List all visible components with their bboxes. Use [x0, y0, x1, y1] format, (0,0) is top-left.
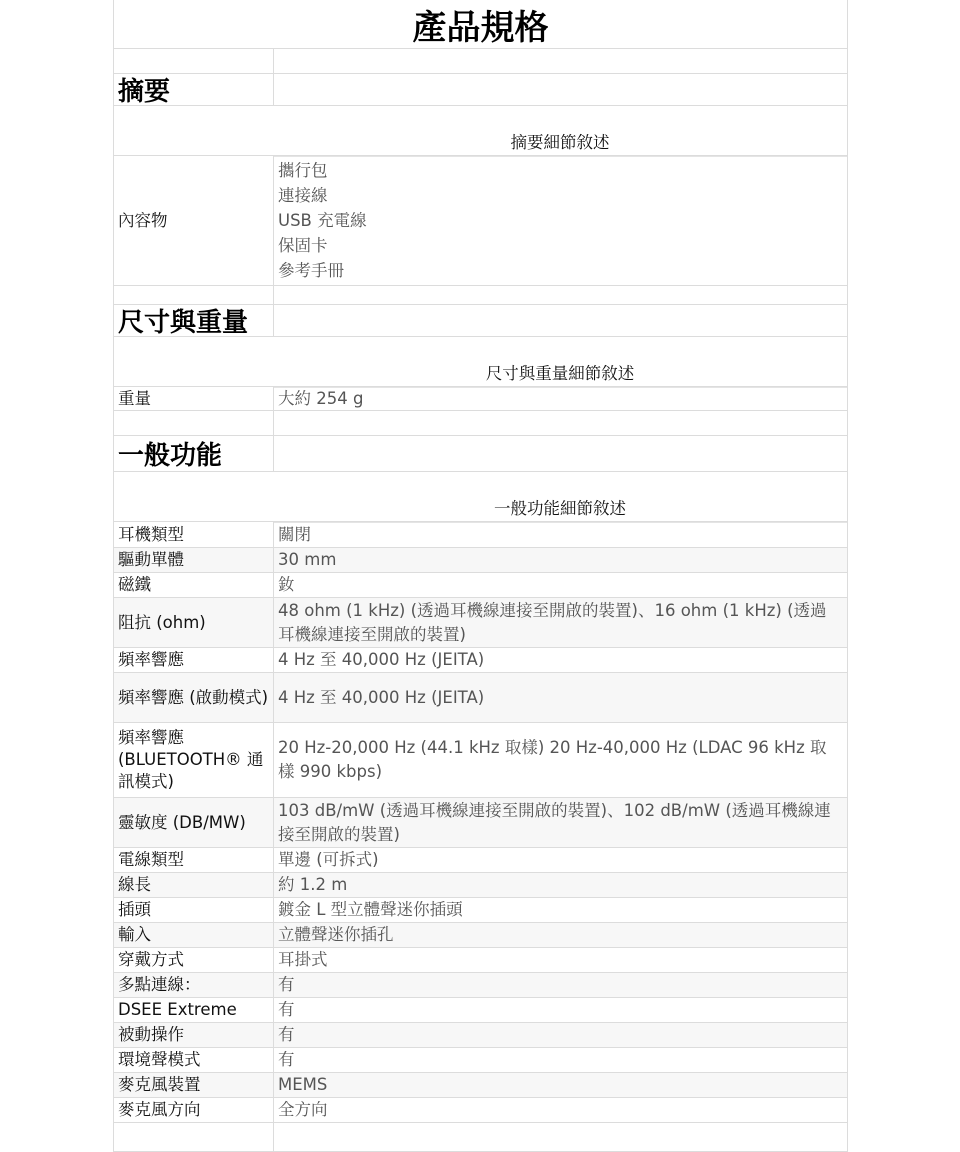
spec-row: [114, 847, 847, 872]
spec-row: [114, 922, 847, 947]
spec-row: [114, 1072, 847, 1097]
spec-row: [114, 997, 847, 1022]
section-caption: 摘要細節敘述: [510, 133, 610, 152]
spec-value: 4 Hz 至 40,000 Hz (JEITA): [273, 648, 847, 672]
spec-value: 單邊 (可拆式): [273, 848, 847, 872]
spacer-row: [114, 410, 847, 435]
spec-value: 全方向: [273, 1098, 847, 1122]
contents-item: 保固卡: [278, 236, 328, 255]
spec-value: 大約 254 g: [273, 387, 847, 410]
section-caption-row: [114, 105, 847, 155]
contents-list: [273, 156, 847, 285]
spec-label: 線長: [118, 875, 151, 894]
spec-label: 麥克風方向: [118, 1100, 201, 1119]
spec-value: 30 mm: [273, 548, 847, 572]
page-title: 產品規格: [412, 7, 549, 48]
spec-label: 靈敏度 (DB/MW): [118, 812, 246, 832]
section-caption-row: [114, 471, 847, 521]
spec-label: 多點連線：: [118, 975, 201, 994]
spec-label: 頻率響應 (BLUETOOTH® 通訊模式): [118, 728, 264, 791]
spec-label: 驅動單體: [118, 550, 184, 569]
spec-value: 有: [273, 1023, 847, 1047]
section-heading: 尺寸與重量: [118, 308, 249, 338]
section-heading: 一般功能: [118, 441, 223, 471]
spec-row: [114, 897, 847, 922]
spacer-row: [114, 48, 847, 73]
section-header-summary: [114, 73, 847, 105]
spec-row: [114, 572, 847, 597]
spec-row: [114, 972, 847, 997]
spec-label: 電線類型: [118, 850, 184, 869]
spec-table: [113, 0, 848, 1152]
section-header-size-weight: [114, 304, 847, 336]
spec-value: 有: [273, 973, 847, 997]
contents-item: 連接線: [278, 186, 328, 205]
section-caption: 一般功能細節敘述: [494, 499, 626, 518]
contents-item: 攜行包: [278, 161, 328, 180]
spec-row: [114, 797, 847, 847]
spec-value: 有: [273, 1048, 847, 1072]
spec-label: 磁鐵: [118, 575, 151, 594]
spec-value: 釹: [273, 573, 847, 597]
spec-label: 阻抗 (ohm): [118, 612, 206, 632]
section-caption: 尺寸與重量細節敘述: [485, 364, 635, 383]
spec-row: [114, 597, 847, 647]
spec-row: [114, 947, 847, 972]
spec-value: 鍍金 L 型立體聲迷你插頭: [273, 898, 847, 922]
spec-row: [114, 672, 847, 722]
spec-value: 約 1.2 m: [273, 873, 847, 897]
spec-label: 穿戴方式: [118, 950, 184, 969]
spec-row: [114, 647, 847, 672]
spec-row: [114, 1022, 847, 1047]
spec-label: 輸入: [118, 925, 151, 944]
spec-row: [114, 722, 847, 797]
spec-row: [114, 521, 847, 547]
spec-value: 立體聲迷你插孔: [273, 923, 847, 947]
spec-value: 關閉: [273, 522, 847, 547]
spec-value: 4 Hz 至 40,000 Hz (JEITA): [273, 673, 847, 722]
spec-row-contents: [114, 155, 847, 285]
spec-value: MEMS: [273, 1073, 847, 1097]
spec-value: 20 Hz-20,000 Hz (44.1 kHz 取樣) 20 Hz-40,000 Hz (LDAC 96 kHz 取樣 990 kbps): [273, 723, 847, 797]
section-heading: 摘要: [118, 77, 171, 107]
spec-value: 耳掛式: [273, 948, 847, 972]
spec-label: 環境聲模式: [118, 1050, 201, 1069]
section-header-general: [114, 435, 847, 471]
spec-label: 耳機類型: [118, 524, 184, 544]
contents-item: 參考手冊: [278, 261, 344, 280]
spec-label: 內容物: [118, 210, 168, 230]
spec-value: 103 dB/mW (透過耳機線連接至開啟的裝置)、102 dB/mW (透過耳機線連接至開啟的裝置): [273, 798, 847, 847]
spec-label: 被動操作: [118, 1025, 184, 1044]
spec-row-weight: [114, 386, 847, 410]
contents-item: USB 充電線: [278, 211, 367, 230]
spec-label: 插頭: [118, 900, 151, 919]
spec-row: [114, 1047, 847, 1072]
spec-row: [114, 1097, 847, 1122]
spec-row: [114, 872, 847, 897]
spec-label: 麥克風裝置: [118, 1075, 201, 1094]
section-caption-row: [114, 336, 847, 386]
spec-value: 48 ohm (1 kHz) (透過耳機線連接至開啟的裝置)、16 ohm (1 kHz) (透過耳機線連接至開啟的裝置): [273, 598, 847, 647]
spec-row: [114, 547, 847, 572]
spacer-row: [114, 1122, 847, 1151]
spec-label: 頻率響應: [118, 650, 184, 669]
spec-label: 頻率響應 (啟動模式): [118, 687, 269, 707]
spec-value: 有: [273, 998, 847, 1022]
spec-label: 重量: [118, 388, 151, 408]
spec-label: DSEE Extreme: [118, 1000, 237, 1019]
